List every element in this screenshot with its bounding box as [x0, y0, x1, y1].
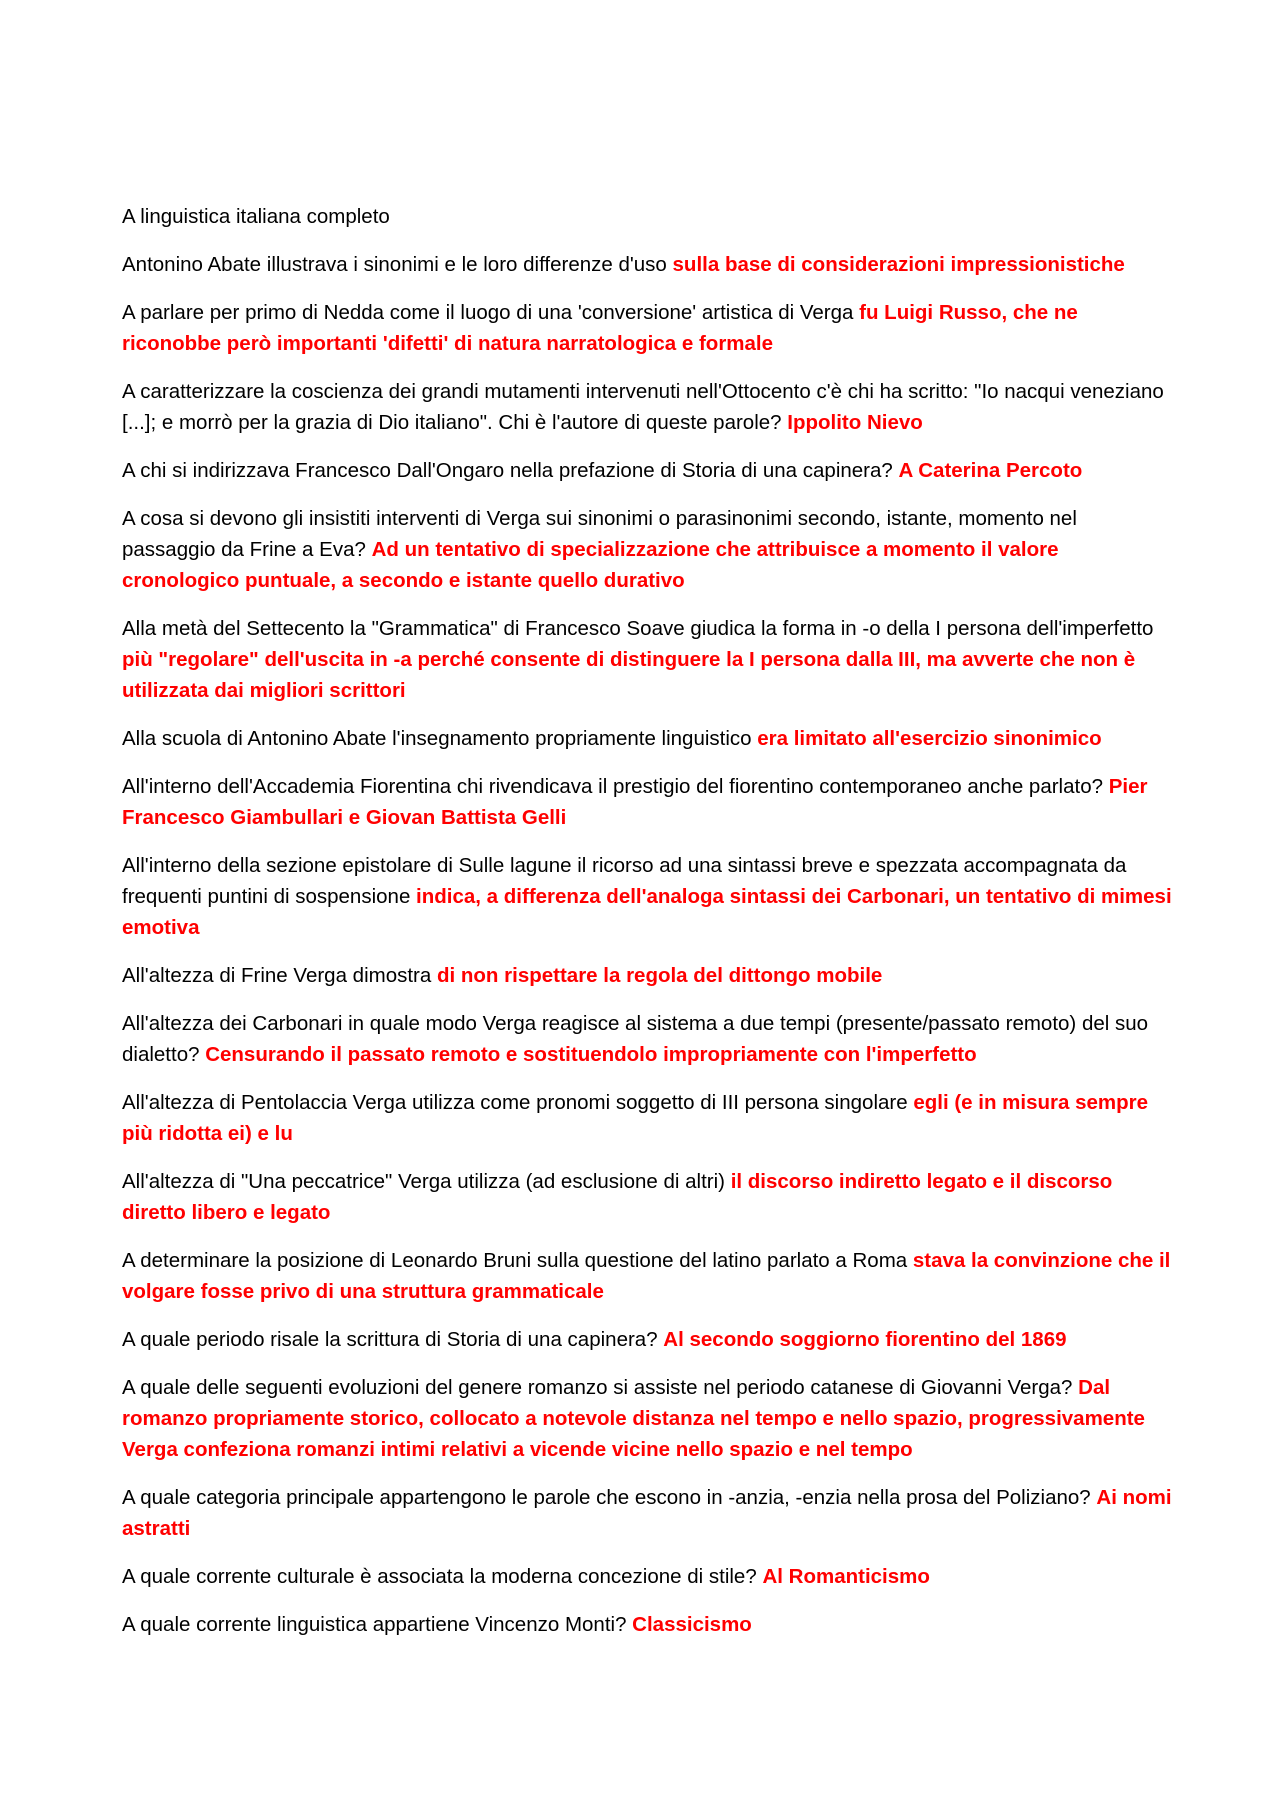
qa-item	[122, 1482, 1172, 1544]
qa-item	[122, 850, 1172, 943]
document-title: A linguistica italiana completo	[122, 205, 390, 228]
qa-item	[122, 297, 1172, 359]
answer-text: più "regolare" dell'uscita in -a perché consente di distinguere la I persona dalla III, ma avverte che non è utilizzata dai migliori scrittori	[122, 648, 1136, 702]
question-text: All'interno della sezione epistolare di Sulle lagune il ricorso ad una sintassi breve e spezzata accompagnata da frequenti puntini di sospensione	[122, 854, 1127, 908]
answer-text: fu Luigi Russo, che ne riconobbe però importanti 'difetti' di natura narratologica e formale	[122, 301, 1078, 355]
question-text: Alla metà del Settecento la "Grammatica" di Francesco Soave giudica la forma in -o della I persona dell'imperfetto	[122, 617, 1154, 640]
qa-item	[122, 1561, 1172, 1592]
answer-text: sulla base di considerazioni impressionistiche	[672, 253, 1125, 276]
question-text: A caratterizzare la coscienza dei grandi mutamenti intervenuti nell'Ottocento c'è chi ha scritto: "Io nacqui veneziano [...]; e morrò per la grazia di Dio italiano". Chi è l'autore di queste parole?	[122, 380, 1164, 434]
qa-item	[122, 1087, 1172, 1149]
question-text: All'altezza di Pentolaccia Verga utilizza come pronomi soggetto di III persona singolare	[122, 1091, 914, 1114]
answer-text: Al secondo soggiorno fiorentino del 1869	[663, 1328, 1067, 1351]
question-text: A cosa si devono gli insistiti interventi di Verga sui sinonimi o parasinonimi secondo, istante, momento nel passaggio da Frine a Eva?	[122, 507, 1077, 561]
question-text: A quale categoria principale appartengono le parole che escono in -anzia, -enzia nella prosa del Poliziano?	[122, 1486, 1097, 1509]
answer-text: egli (e in misura sempre più ridotta ei) e lu	[122, 1091, 1149, 1145]
qa-item	[122, 376, 1172, 438]
answer-text: Dal romanzo propriamente storico, collocato a notevole distanza nel tempo e nello spazio, progressivamente Verga confeziona romanzi intimi relativi a vicende vicine nello spazio e nel tempo	[122, 1376, 1145, 1461]
qa-item	[122, 249, 1172, 280]
question-text: A quale corrente culturale è associata la moderna concezione di stile?	[122, 1565, 763, 1588]
qa-item	[122, 1166, 1172, 1228]
question-text: A chi si indirizzava Francesco Dall'Ongaro nella prefazione di Storia di una capinera?	[122, 459, 899, 482]
question-text: All'interno dell'Accademia Fiorentina chi rivendicava il prestigio del fiorentino contemporaneo anche parlato?	[122, 775, 1109, 798]
answer-text: Ad un tentativo di specializzazione che attribuisce a momento il valore cronologico puntuale, a secondo e istante quello durativo	[122, 538, 1059, 592]
answer-text: Ippolito Nievo	[787, 411, 923, 434]
question-text: All'altezza di "Una peccatrice" Verga utilizza (ad esclusione di altri)	[122, 1170, 731, 1193]
answer-text: Censurando il passato remoto e sostituendolo impropriamente con l'imperfetto	[205, 1043, 977, 1066]
qa-item	[122, 960, 1172, 991]
answer-text: Pier Francesco Giambullari e Giovan Battista Gelli	[122, 775, 1148, 829]
qa-item	[122, 1245, 1172, 1307]
question-text: A quale corrente linguistica appartiene Vincenzo Monti?	[122, 1613, 633, 1636]
qa-item	[122, 1008, 1172, 1070]
question-text: A quale periodo risale la scrittura di Storia di una capinera?	[122, 1328, 664, 1351]
qa-item	[122, 1609, 1172, 1640]
answer-text: stava la convinzione che il volgare fosse privo di una struttura grammaticale	[122, 1249, 1171, 1303]
question-text: All'altezza di Frine Verga dimostra	[122, 964, 437, 987]
qa-item	[122, 613, 1172, 706]
answer-text: di non rispettare la regola del dittongo mobile	[436, 964, 883, 987]
question-text: A determinare la posizione di Leonardo Bruni sulla questione del latino parlato a Roma	[122, 1249, 913, 1272]
answer-text: il discorso indiretto legato e il discorso diretto libero e legato	[122, 1170, 1113, 1224]
qa-item	[122, 771, 1172, 833]
answer-text: Ai nomi astratti	[122, 1486, 1172, 1540]
qa-list	[122, 249, 1172, 1640]
qa-item	[122, 503, 1172, 596]
question-text: All'altezza dei Carbonari in quale modo Verga reagisce al sistema a due tempi (presente/passato remoto) del suo dialetto?	[122, 1012, 1149, 1066]
document-page	[122, 201, 1172, 1657]
answer-text: Al Romanticismo	[762, 1565, 930, 1588]
answer-text: Classicismo	[632, 1613, 752, 1636]
qa-item	[122, 455, 1172, 486]
qa-item	[122, 1324, 1172, 1355]
question-text: A parlare per primo di Nedda come il luogo di una 'conversione' artistica di Verga	[122, 301, 860, 324]
qa-item	[122, 1372, 1172, 1465]
answer-text: era limitato all'esercizio sinonimico	[757, 727, 1102, 750]
question-text: Antonino Abate illustrava i sinonimi e le loro differenze d'uso	[122, 253, 673, 276]
answer-text: indica, a differenza dell'analoga sintassi dei Carbonari, un tentativo di mimesi emotiva	[122, 885, 1172, 939]
qa-item	[122, 723, 1172, 754]
answer-text: A Caterina Percoto	[898, 459, 1083, 482]
question-text: Alla scuola di Antonino Abate l'insegnamento propriamente linguistico	[122, 727, 758, 750]
question-text: A quale delle seguenti evoluzioni del genere romanzo si assiste nel periodo catanese di Giovanni Verga?	[122, 1376, 1079, 1399]
